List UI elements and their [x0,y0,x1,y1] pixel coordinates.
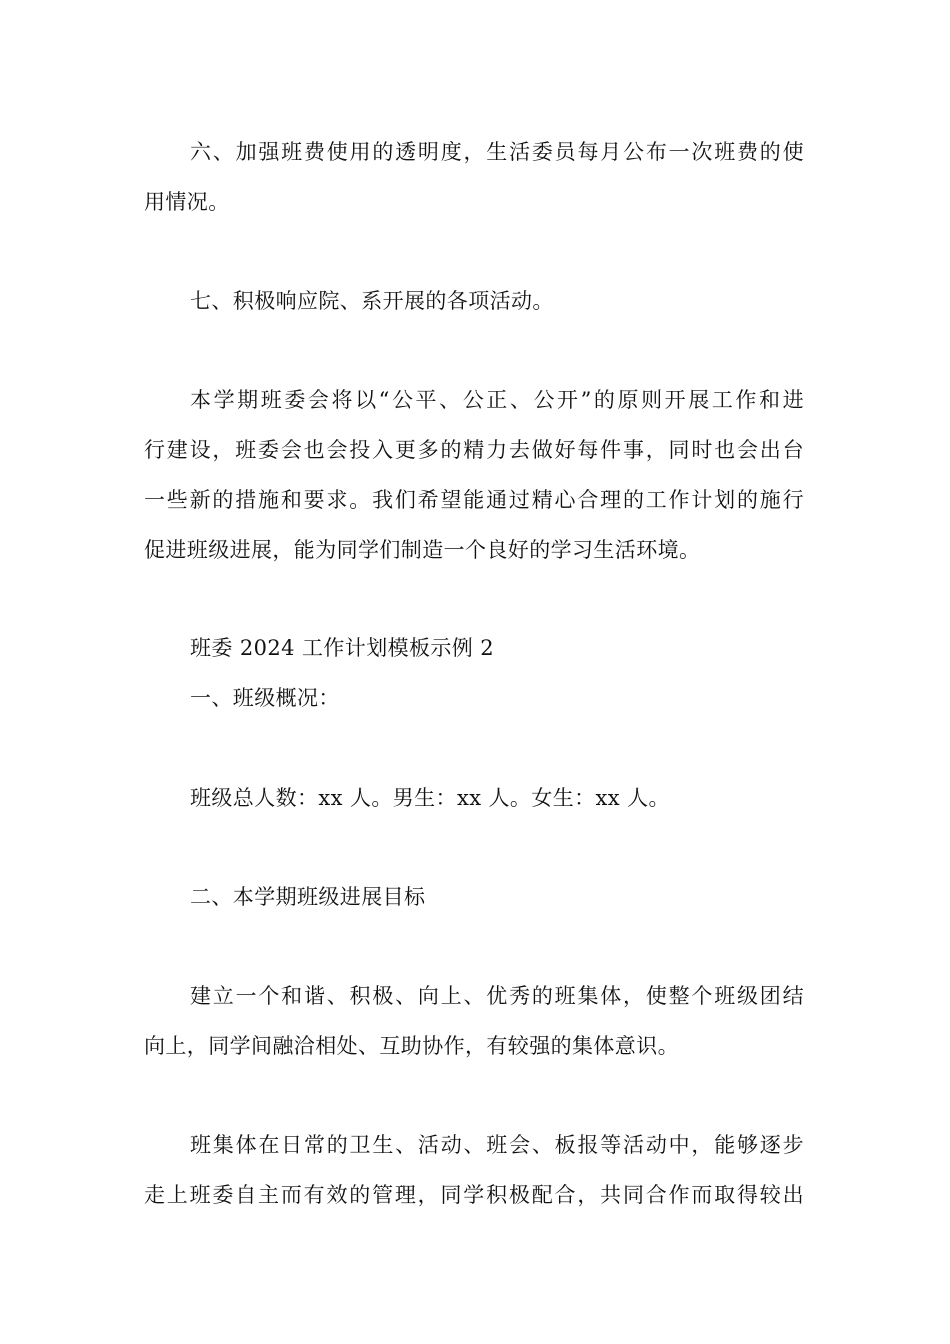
summary-line-1: 本学期班委会将以“公平、公正、公开”的原则开展工作和进 [190,388,804,412]
paragraph-7-line-1: 七、积极响应院、系开展的各项活动。 [190,289,554,313]
summary-line-4: 促进班级进展，能为同学们制造一个良好的学习生活环境。 [144,538,701,562]
summary-line-2: 行建设，班委会也会投入更多的精力去做好每件事，同时也会出台 [144,438,804,462]
goal-1-line-2: 向上，同学间融洽相处、互助协作，有较强的集体意识。 [144,1034,679,1058]
summary-line-3: 一些新的措施和要求。我们希望能通过精心合理的工作计划的施行 [144,488,804,512]
heading-class-overview: 一、班级概况： [190,686,340,710]
heading-semester-goals: 二、本学期班级进展目标 [190,885,426,909]
paragraph-6-line-1: 六、加强班费使用的透明度，生活委员每月公布一次班费的使 [190,140,804,164]
goal-2-line-2: 走上班委自主而有效的管理，同学积极配合，共同合作而取得较出 [144,1183,804,1207]
paragraph-6-line-2: 用情况。 [144,190,230,214]
goal-1-line-1: 建立一个和谐、积极、向上、优秀的班集体，使整个班级团结 [190,984,804,1008]
class-stats: 班级总人数：xx 人。男生：xx 人。女生：xx 人。 [190,786,670,810]
section-title: 班委 2024 工作计划模板示例 2 [190,636,495,660]
goal-2-line-1: 班集体在日常的卫生、活动、班会、板报等活动中，能够逐步 [190,1133,804,1157]
